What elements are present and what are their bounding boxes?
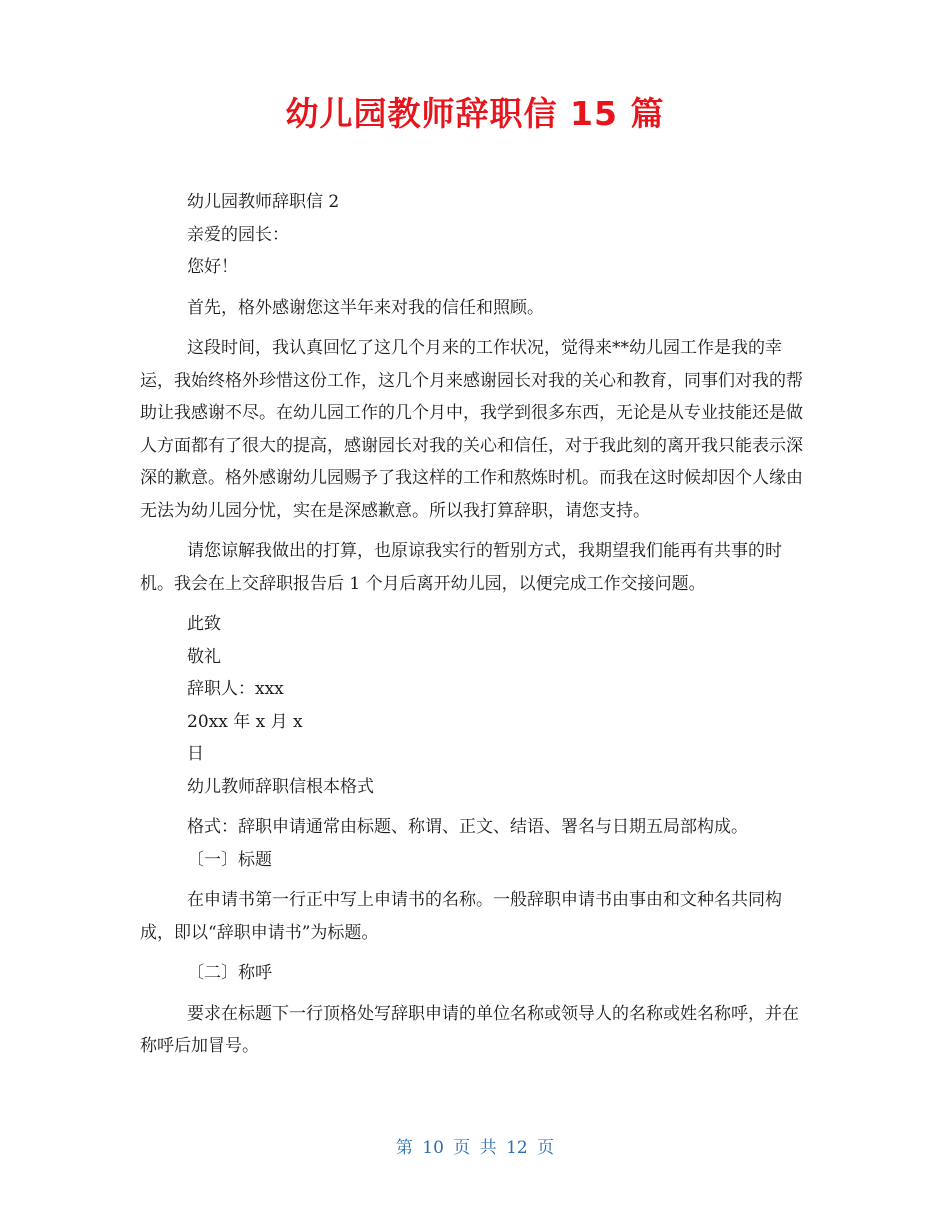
closing-1: 此致	[187, 614, 221, 634]
paragraph-body: 这段时间，我认真回忆了这几个月来的工作状况，觉得来**幼儿园工作是我的幸运，我始终格外珍惜这份工作，这几个月来感谢园长对我的关心和教育，同事们对我的帮助让我感谢不尽。在幼儿园工作的几个月中，我学到很多东西，无论是从专业技能还是做人方面都有了很大的提高，感谢园长对我的关心和信任，对于我此刻的离开我只能表示深深的歉意。格外感谢幼儿园赐予了我这样的工作和熬炼时机。而我在这时候却因个人缘由无法为幼儿园分忧，实在是深感歉意。所以我打算辞职，请您支持。	[140, 338, 803, 521]
document-title: 幼儿园教师辞职信 15 篇	[285, 94, 665, 133]
paragraph-thanks: 首先，格外感谢您这半年来对我的信任和照顾。	[187, 297, 544, 318]
paragraph-title-desc: 在申请书第一行正中写上申请书的名称。一般辞职申请书由事由和文种名共同构成，即以“辞职申请书”为标题。	[140, 890, 782, 943]
page-footer: 第 10 页 共 12 页	[395, 1138, 555, 1158]
paragraph-salutation-desc: 要求在标题下一行顶格处写辞职申请的单位名称或领导人的名称或姓名称呼，并在称呼后加冒号。	[140, 1003, 799, 1056]
subheading-title: 〔一〕标题	[187, 849, 272, 870]
date-day: 日	[187, 744, 204, 764]
section-heading: 幼儿教师辞职信根本格式	[187, 776, 374, 797]
subheading-salutation: 〔二〕称呼	[187, 963, 272, 983]
paragraph-request: 请您谅解我做出的打算，也原谅我实行的暂别方式，我期望我们能再有共事的时机。我会在上交辞职报告后 1 个月后离开幼儿园，以便完成工作交接问题。	[140, 541, 782, 594]
salutation: 亲爱的园长：	[187, 224, 289, 245]
date-line: 20xx 年 x 月 x	[187, 711, 303, 732]
closing-2: 敬礼	[187, 646, 221, 667]
letter-heading: 幼儿园教师辞职信 2	[187, 192, 340, 212]
document-body	[140, 186, 812, 1063]
signature: 辞职人：xxx	[187, 679, 284, 699]
greeting: 您好！	[187, 257, 238, 277]
format-summary: 格式：辞职申请通常由标题、称谓、正文、结语、署名与日期五局部构成。	[187, 817, 748, 837]
